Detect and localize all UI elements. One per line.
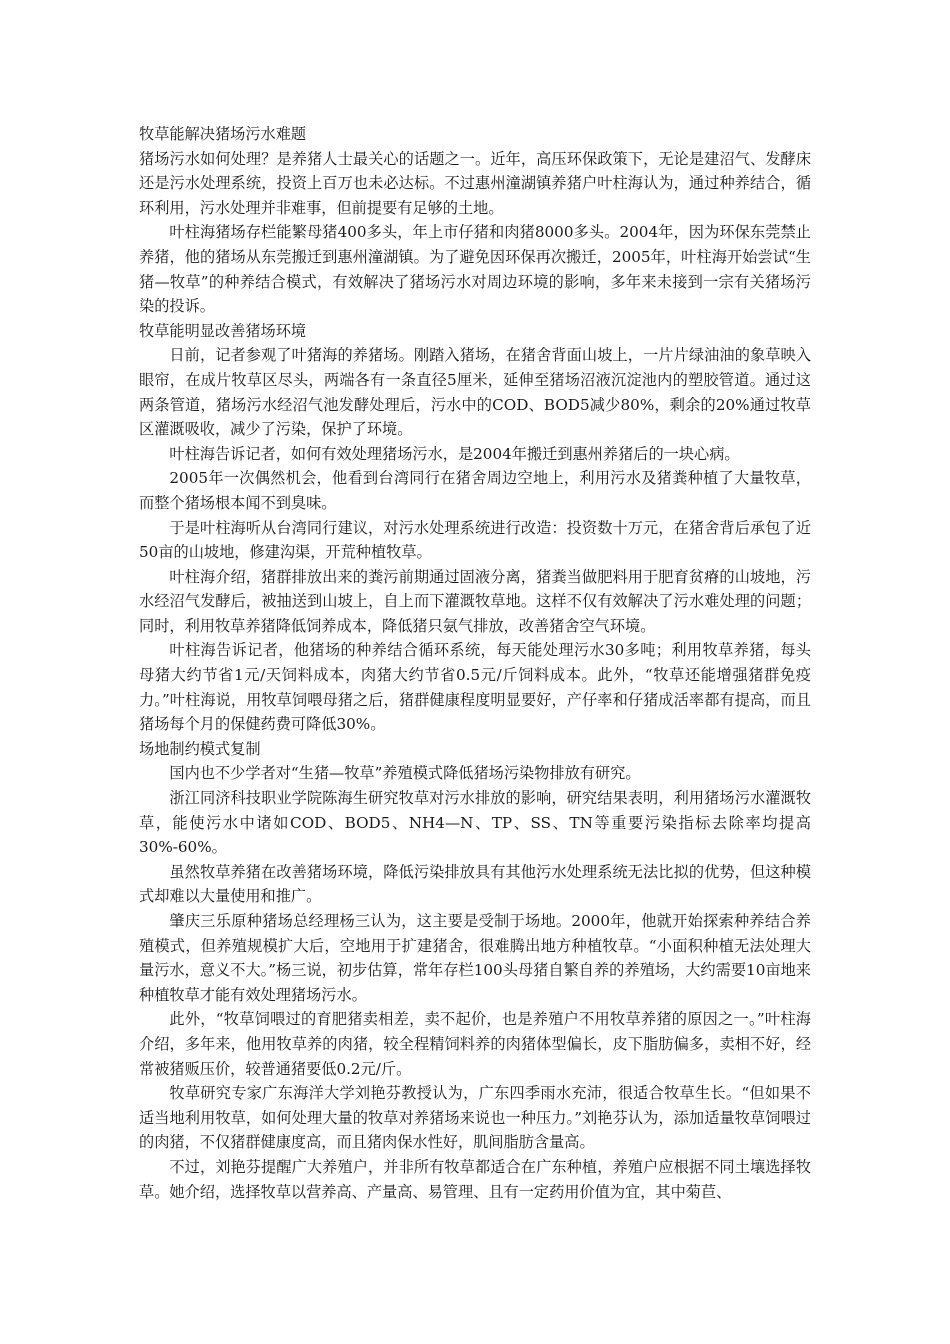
document-page — [139, 122, 811, 1204]
paragraph: 国内也不少学者对“生猪—牧草”养殖模式降低猪场污染物排放有研究。 — [169, 764, 641, 783]
paragraph: 浙江同济科技职业学院陈海生研究牧草对污水排放的影响，研究结果表明，利用猪场污水灌溉牧草，能使污水中诸如COD、BOD5、NH4—N、TP、SS、TN等重要污染指标去除率均提高30%-60%。 — [139, 789, 811, 857]
section-heading-site-constraint: 场地制约模式复制 — [139, 739, 261, 758]
paragraph: 牧草研究专家广东海洋大学刘艳芬教授认为，广东四季雨水充沛，很适合牧草生长。“但如果不适当地利用牧草，如何处理大量的牧草对养猪场来说也一种压力。”刘艳芬认为，添加适量牧草饲喂过的肉猪，不仅猪群健康度高，而且猪肉保水性好，肌间脂肪含量高。 — [139, 1084, 811, 1152]
paragraph: 2005年一次偶然机会，他看到台湾同行在猪舍周边空地上，利用污水及猪粪种植了大量牧草，而整个猪场根本闻不到臭味。 — [139, 469, 811, 512]
paragraph: 叶柱海介绍，猪群排放出来的粪污前期通过固液分离，猪粪当做肥料用于肥育贫瘠的山坡地，污水经沼气发酵后，被抽送到山坡上，自上而下灌溉牧草地。这样不仅有效解决了污水难处理的问题；同时，利用牧草养猪降低饲养成本，降低猪只氨气排放，改善猪舍空气环境。 — [139, 567, 811, 635]
intro-paragraph: 猪场污水如何处理？是养猪人士最关心的话题之一。近年，高压环保政策下，无论是建沼气、发酵床还是污水处理系统，投资上百万也未必达标。不过惠州潼湖镇养猪户叶柱海认为，通过种养结合，循环利用，污水处理并非难事，但前提要有足够的土地。 — [139, 149, 811, 217]
section-heading-environment: 牧草能明显改善猪场环境 — [139, 321, 307, 340]
article-title: 牧草能解决猪场污水难题 — [139, 125, 307, 143]
paragraph: 叶柱海猪场存栏能繁母猪400多头，年上市仔猪和肉猪8000多头。2004年，因为环保东莞禁止养猪，他的猪场从东莞搬迁到惠州潼湖镇。为了避免因环保再次搬迁，2005年，叶柱海开始尝试“生猪—牧草”的种养结合模式，有效解决了猪场污水对周边环境的影响，多年来未接到一宗有关猪场污染的投诉。 — [139, 223, 811, 316]
paragraph: 虽然牧草养猪在改善猪场环境，降低污染排放具有其他污水处理系统无法比拟的优势，但这种模式却难以大量使用和推广。 — [139, 862, 811, 906]
paragraph: 不过，刘艳芬提醒广大养殖户，并非所有牧草都适合在广东种植，养殖户应根据不同土壤选择牧草。她介绍，选择牧草以营养高、产量高、易管理、且有一定药用价值为宜，其中菊苣、 — [139, 1157, 811, 1201]
paragraph: 叶柱海告诉记者，如何有效处理猪场污水，是2004年搬迁到惠州养猪后的一块心病。 — [169, 444, 740, 463]
paragraph: 此外，“牧草饲喂过的育肥猪卖相差，卖不起价，也是养殖户不用牧草养猪的原因之一。”叶柱海介绍，多年来，他用牧草养的肉猪，较全程精饲料养的肉猪体型偏长，皮下脂肪偏多，卖相不好，经常被猪贩压价，较普通猪要低0.2元/斤。 — [139, 1010, 811, 1078]
paragraph: 肇庆三乐原种猪场总经理杨三认为，这主要是受制于场地。2000年，他就开始探索种养结合养殖模式，但养殖规模扩大后，空地用于扩建猪舍，很难腾出地方种植牧草。“小面积种植无法处理大量污水，意义不大。”杨三说，初步估算，常年存栏100头母猪自繁自养的养殖场，大约需要10亩地来种植牧草才能有效处理猪场污水。 — [139, 912, 811, 1004]
paragraph: 于是叶柱海听从台湾同行建议，对污水处理系统进行改造：投资数十万元，在猪舍背后承包了近50亩的山坡地，修建沟渠，开荒种植牧草。 — [139, 518, 811, 562]
paragraph: 叶柱海告诉记者，他猪场的种养结合循环系统，每天能处理污水30多吨；利用牧草养猪，每头母猪大约节省1元/天饲料成本，肉猪大约节省0.5元/斤饲料成本。此外，“牧草还能增强猪群免疫力。”叶柱海说，用牧草饲喂母猪之后，猪群健康程度明显要好，产仔率和仔猪成活率都有提高，而且猪场每个月的保健药费可降低30%。 — [139, 641, 811, 734]
paragraph: 日前，记者参观了叶猪海的养猪场。刚踏入猪场，在猪舍背面山坡上，一片片绿油油的象草映入眼帘，在成片牧草区尽头，两端各有一条直径5厘米，延伸至猪场沼液沉淀池内的塑胶管道。通过这两条管道，猪场污水经沼气池发酵处理后，污水中的COD、BOD5减少80%，剩余的20%通过牧草区灌溉吸收，减少了污染，保护了环境。 — [139, 346, 811, 439]
